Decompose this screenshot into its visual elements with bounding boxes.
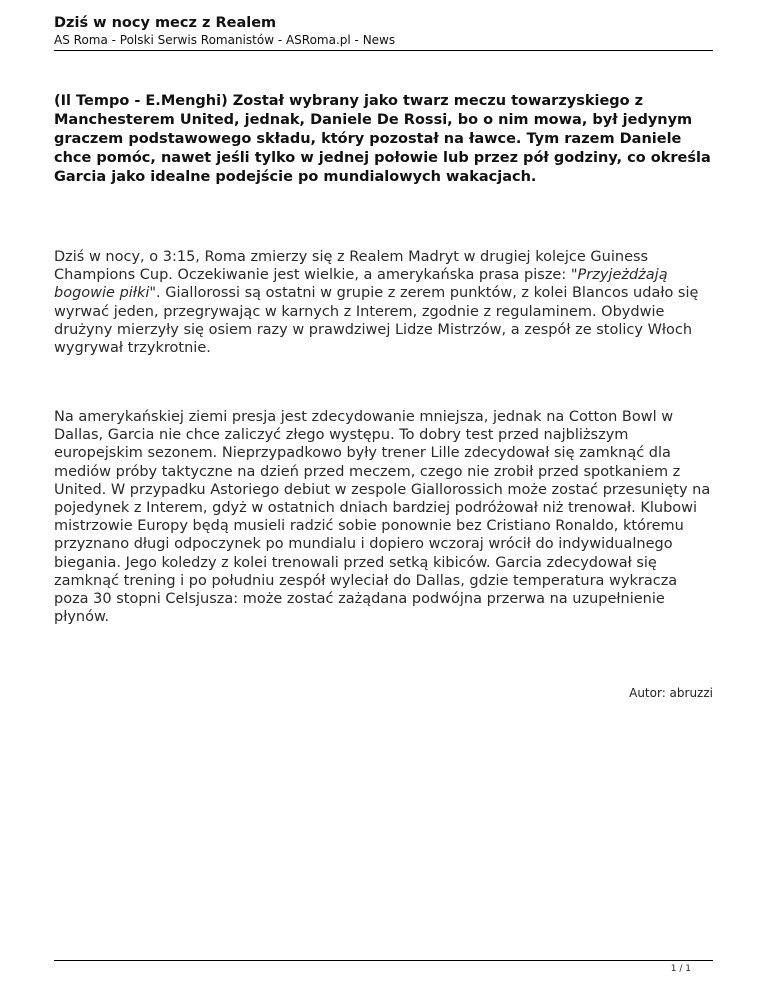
paragraph-1-text-start: Dziś w nocy, o 3:15, Roma zmierzy się z Realem Madryt w drugiej kolejce Guiness Champions Cup. Oczekiwanie jest wielkie, a amerykańska prasa pisze: ": [54, 249, 649, 284]
article-paragraph-1: [54, 248, 713, 357]
press-quote: Przyjeżdżają bogowie piłki: [54, 267, 668, 302]
article-author: Autor: abruzzi: [629, 686, 713, 700]
page-number: 1 / 1: [670, 964, 691, 974]
site-subtitle: AS Roma - Polski Serwis Romanistów - ASRoma.pl - News: [54, 33, 396, 47]
paragraph-1-text-end: ". Giallorossi są ostatni w grupie z zerem punktów, z kolei Blancos udało się wyrwać jeden, przegrywając w karnych z Interem, zgodnie z regulaminem. Obydwie drużyny mierzyły się osiem razy w prawdziwej Lidze Mistrzów, a zespół ze stolicy Włoch wygrywał trzykrotnie.: [54, 285, 699, 357]
footer-divider: [54, 960, 713, 961]
header-divider: [54, 50, 713, 51]
page-header: [54, 14, 713, 48]
article-lead: (Il Tempo - E.Menghi) Został wybrany jako twarz meczu towarzyskiego z Manchesterem United, jednak, Daniele De Rossi, bo o nim mowa, był jedynym graczem podstawowego składu, który pozostał na ławce. Tym razem Daniele chce pomóc, nawet jeśli tylko w jednej połowie lub przez pół godziny, co określa Garcia jako idealne podejście po mundialowych wakacjach.: [54, 93, 711, 185]
document-page: [54, 0, 713, 994]
article-paragraph-2: Na amerykańskiej ziemi presja jest zdecydowanie mniejsza, jednak na Cotton Bowl w Dallas, Garcia nie chce zaliczyć złego występu. To dobry test przed najbliższym europejskim sezonem. Nieprzypadkowo były trener Lille zdecydował się zamknąć dla mediów próby taktyczne na dzień przed meczem, czego nie zrobił przed spotkaniem z United. W przypadku Astoriego debiut w zespole Giallorossich może zostać przesunięty na pojedynek z Interem, gdyż w ostatnich dniach bardziej podróżował niż trenował. Klubowi mistrzowie Europy będą musieli radzić sobie ponownie bez Cristiano Ronaldo, któremu przyznano długi odpoczynek po mundialu i dopiero wczoraj wrócił do indywidualnego biegania. Jego koledzy z kolei trenowali przed setką kibiców. Garcia zdecydował się zamknąć trening i po południu zespół wyleciał do Dallas, gdzie temperatura wykracza poza 30 stopni Celsjusza: może zostać zażądana podwójna przerwa na uzupełnienie płynów.: [54, 409, 711, 626]
article-title: Dziś w nocy mecz z Realem: [54, 15, 277, 31]
